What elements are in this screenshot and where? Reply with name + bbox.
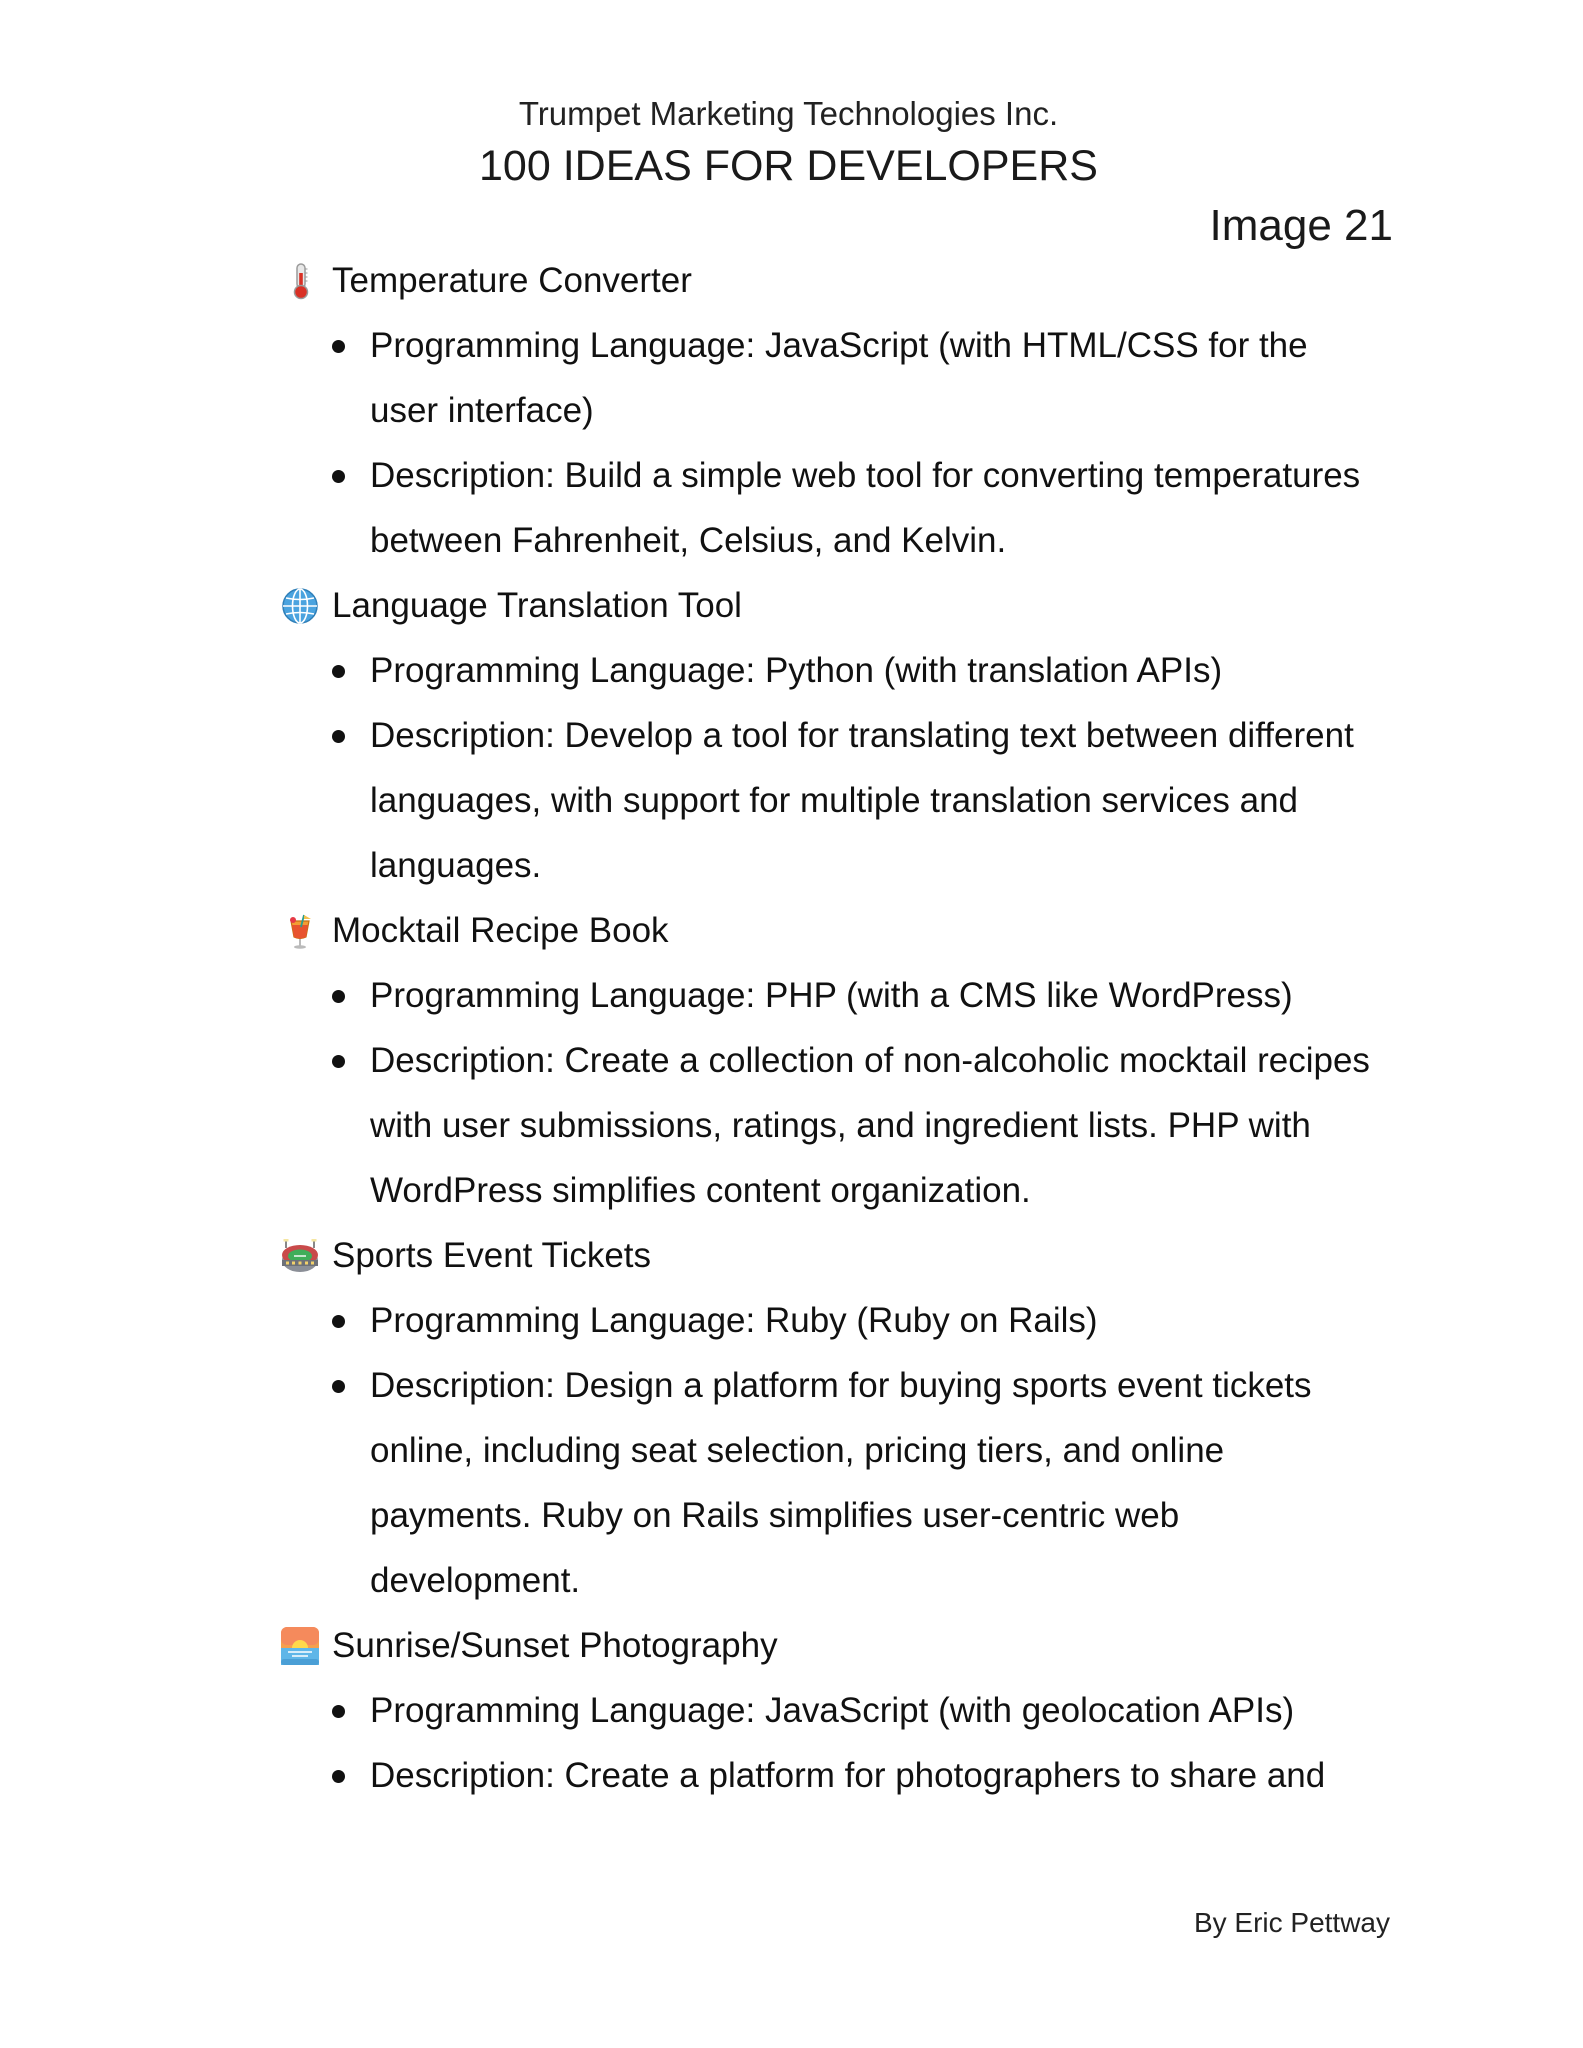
idea-title: Sports Event Tickets bbox=[332, 1235, 652, 1275]
idea-item bbox=[280, 573, 1400, 898]
idea-title: Temperature Converter bbox=[332, 260, 692, 300]
idea-description: Description: Design a platform for buying sports event tickets online, including seat selection, pricing tiers, and online payments. Ruby on Rails simplifies user-centric web development. bbox=[370, 1353, 1370, 1613]
idea-language: Programming Language: JavaScript (with geolocation APIs) bbox=[370, 1678, 1370, 1743]
ideas-list bbox=[280, 248, 1400, 1808]
idea-language: Programming Language: JavaScript (with HTML/CSS for the user interface) bbox=[370, 313, 1370, 443]
idea-title: Mocktail Recipe Book bbox=[332, 910, 669, 950]
idea-description: Description: Build a simple web tool for converting temperatures between Fahrenheit, Celsius, and Kelvin. bbox=[370, 443, 1370, 573]
author-byline: By Eric Pettway bbox=[1193, 1907, 1390, 1938]
stadium-icon bbox=[280, 1236, 320, 1276]
idea-description: Description: Create a platform for photographers to share and bbox=[370, 1743, 1370, 1808]
idea-item bbox=[280, 1613, 1400, 1808]
idea-heading bbox=[280, 1223, 1400, 1288]
idea-heading bbox=[280, 248, 1400, 313]
idea-item bbox=[280, 248, 1400, 573]
idea-details bbox=[280, 963, 1400, 1223]
idea-item bbox=[280, 898, 1400, 1223]
idea-language: Programming Language: Python (with translation APIs) bbox=[370, 638, 1370, 703]
thermometer-icon bbox=[280, 261, 320, 301]
idea-title: Sunrise/Sunset Photography bbox=[332, 1625, 778, 1665]
idea-heading bbox=[280, 898, 1400, 963]
idea-language: Programming Language: Ruby (Ruby on Rails) bbox=[370, 1288, 1370, 1353]
idea-title: Language Translation Tool bbox=[332, 585, 742, 625]
tropical-drink-icon bbox=[280, 911, 320, 951]
image-label: Image 21 bbox=[1209, 201, 1393, 250]
idea-description: Description: Create a collection of non-alcoholic mocktail recipes with user submissions, ratings, and ingredient lists. PHP with WordPress simplifies content organization. bbox=[370, 1028, 1370, 1223]
idea-language: Programming Language: PHP (with a CMS like WordPress) bbox=[370, 963, 1370, 1028]
idea-details bbox=[280, 313, 1400, 573]
idea-details bbox=[280, 1288, 1400, 1613]
idea-details bbox=[280, 638, 1400, 898]
company-name: Trumpet Marketing Technologies Inc. bbox=[518, 95, 1059, 132]
document-title: 100 IDEAS FOR DEVELOPERS bbox=[479, 142, 1098, 190]
idea-item bbox=[280, 1223, 1400, 1613]
sunrise-icon bbox=[280, 1626, 320, 1666]
idea-heading bbox=[280, 573, 1400, 638]
idea-details bbox=[280, 1678, 1400, 1808]
idea-heading bbox=[280, 1613, 1400, 1678]
idea-description: Description: Develop a tool for translating text between different languages, with support for multiple translation services and languages. bbox=[370, 703, 1370, 898]
globe-icon bbox=[280, 586, 320, 626]
